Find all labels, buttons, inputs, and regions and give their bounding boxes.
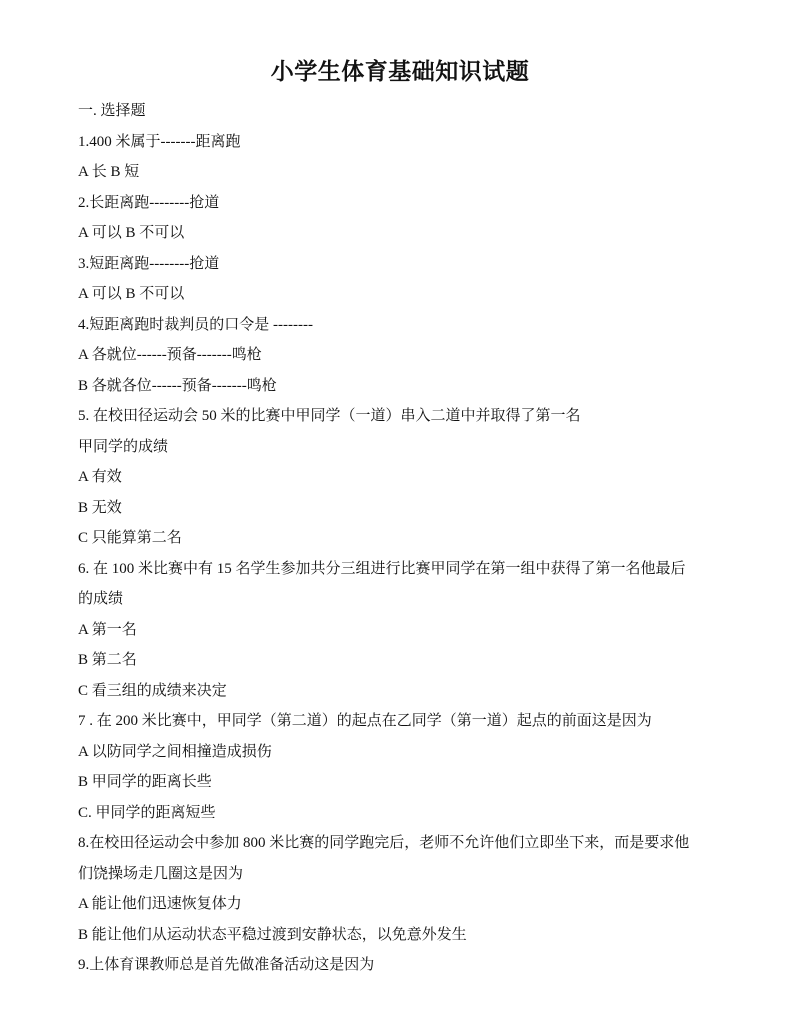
question-stem-continued: 甲同学的成绩 (78, 438, 169, 455)
question-stem: 9.上体育课教师总是首先做准备活动这是因为 (78, 957, 375, 973)
question-stem-continued: 们饶操场走几圈这是因为 (78, 865, 244, 882)
question-option: A 长 B 短 (78, 164, 140, 180)
question-option: A 能让他们迅速恢复体力 (78, 896, 242, 912)
question-option: B 无效 (78, 499, 122, 516)
question-5 (78, 401, 758, 554)
question-option: C 看三组的成绩来决定 (78, 682, 227, 699)
question-stem: 6. 在 100 米比赛中有 15 名学生参加共分三组进行比赛甲同学在第一组中获得了第一名他最后 (78, 560, 686, 577)
question-option: B 各就各位------预备-------鸣枪 (78, 377, 277, 394)
question-option: A 有效 (78, 469, 122, 485)
question-stem: 5. 在校田径运动会 50 米的比赛中甲同学（一道）串入二道中并取得了第一名 (78, 408, 581, 424)
question-option: A 第一名 (78, 621, 137, 638)
question-7 (78, 706, 758, 828)
section-heading: 一. 选择题 (78, 103, 146, 119)
question-3 (78, 249, 758, 310)
question-option: A 可以 B 不可以 (78, 286, 185, 302)
question-option: A 以防同学之间相撞造成损伤 (78, 743, 272, 760)
question-stem: 7 . 在 200 米比赛中，甲同学（第二道）的起点在乙同学（第一道）起点的前面这是因为 (78, 713, 652, 729)
question-4 (78, 310, 758, 402)
question-option: A 各就位------预备-------鸣枪 (78, 347, 262, 363)
question-8 (78, 828, 758, 950)
exam-content (78, 96, 758, 981)
question-option: B 能让他们从运动状态平稳过渡到安静状态，以免意外发生 (78, 926, 467, 943)
question-stem-continued: 的成绩 (78, 591, 124, 607)
question-2 (78, 188, 758, 249)
question-option: C 只能算第二名 (78, 530, 182, 546)
question-option: C. 甲同学的距离短些 (78, 804, 216, 821)
question-option: A 可以 B 不可以 (78, 225, 185, 241)
question-stem: 1.400 米属于-------距离跑 (78, 133, 241, 150)
question-stem: 8.在校田径运动会中参加 800 米比赛的同学跑完后，老师不允许他们立即坐下来，而是要求他 (78, 835, 690, 851)
question-option: B 第二名 (78, 652, 137, 668)
question-stem: 4.短距离跑时裁判员的口令是 -------- (78, 316, 313, 333)
page-title: 小学生体育基础知识试题 (270, 58, 530, 85)
question-9 (78, 950, 758, 981)
question-1 (78, 127, 758, 188)
question-6 (78, 554, 758, 707)
question-option: B 甲同学的距离长些 (78, 774, 212, 790)
question-stem: 3.短距离跑--------抢道 (78, 255, 220, 272)
question-stem: 2.长距离跑--------抢道 (78, 194, 220, 211)
